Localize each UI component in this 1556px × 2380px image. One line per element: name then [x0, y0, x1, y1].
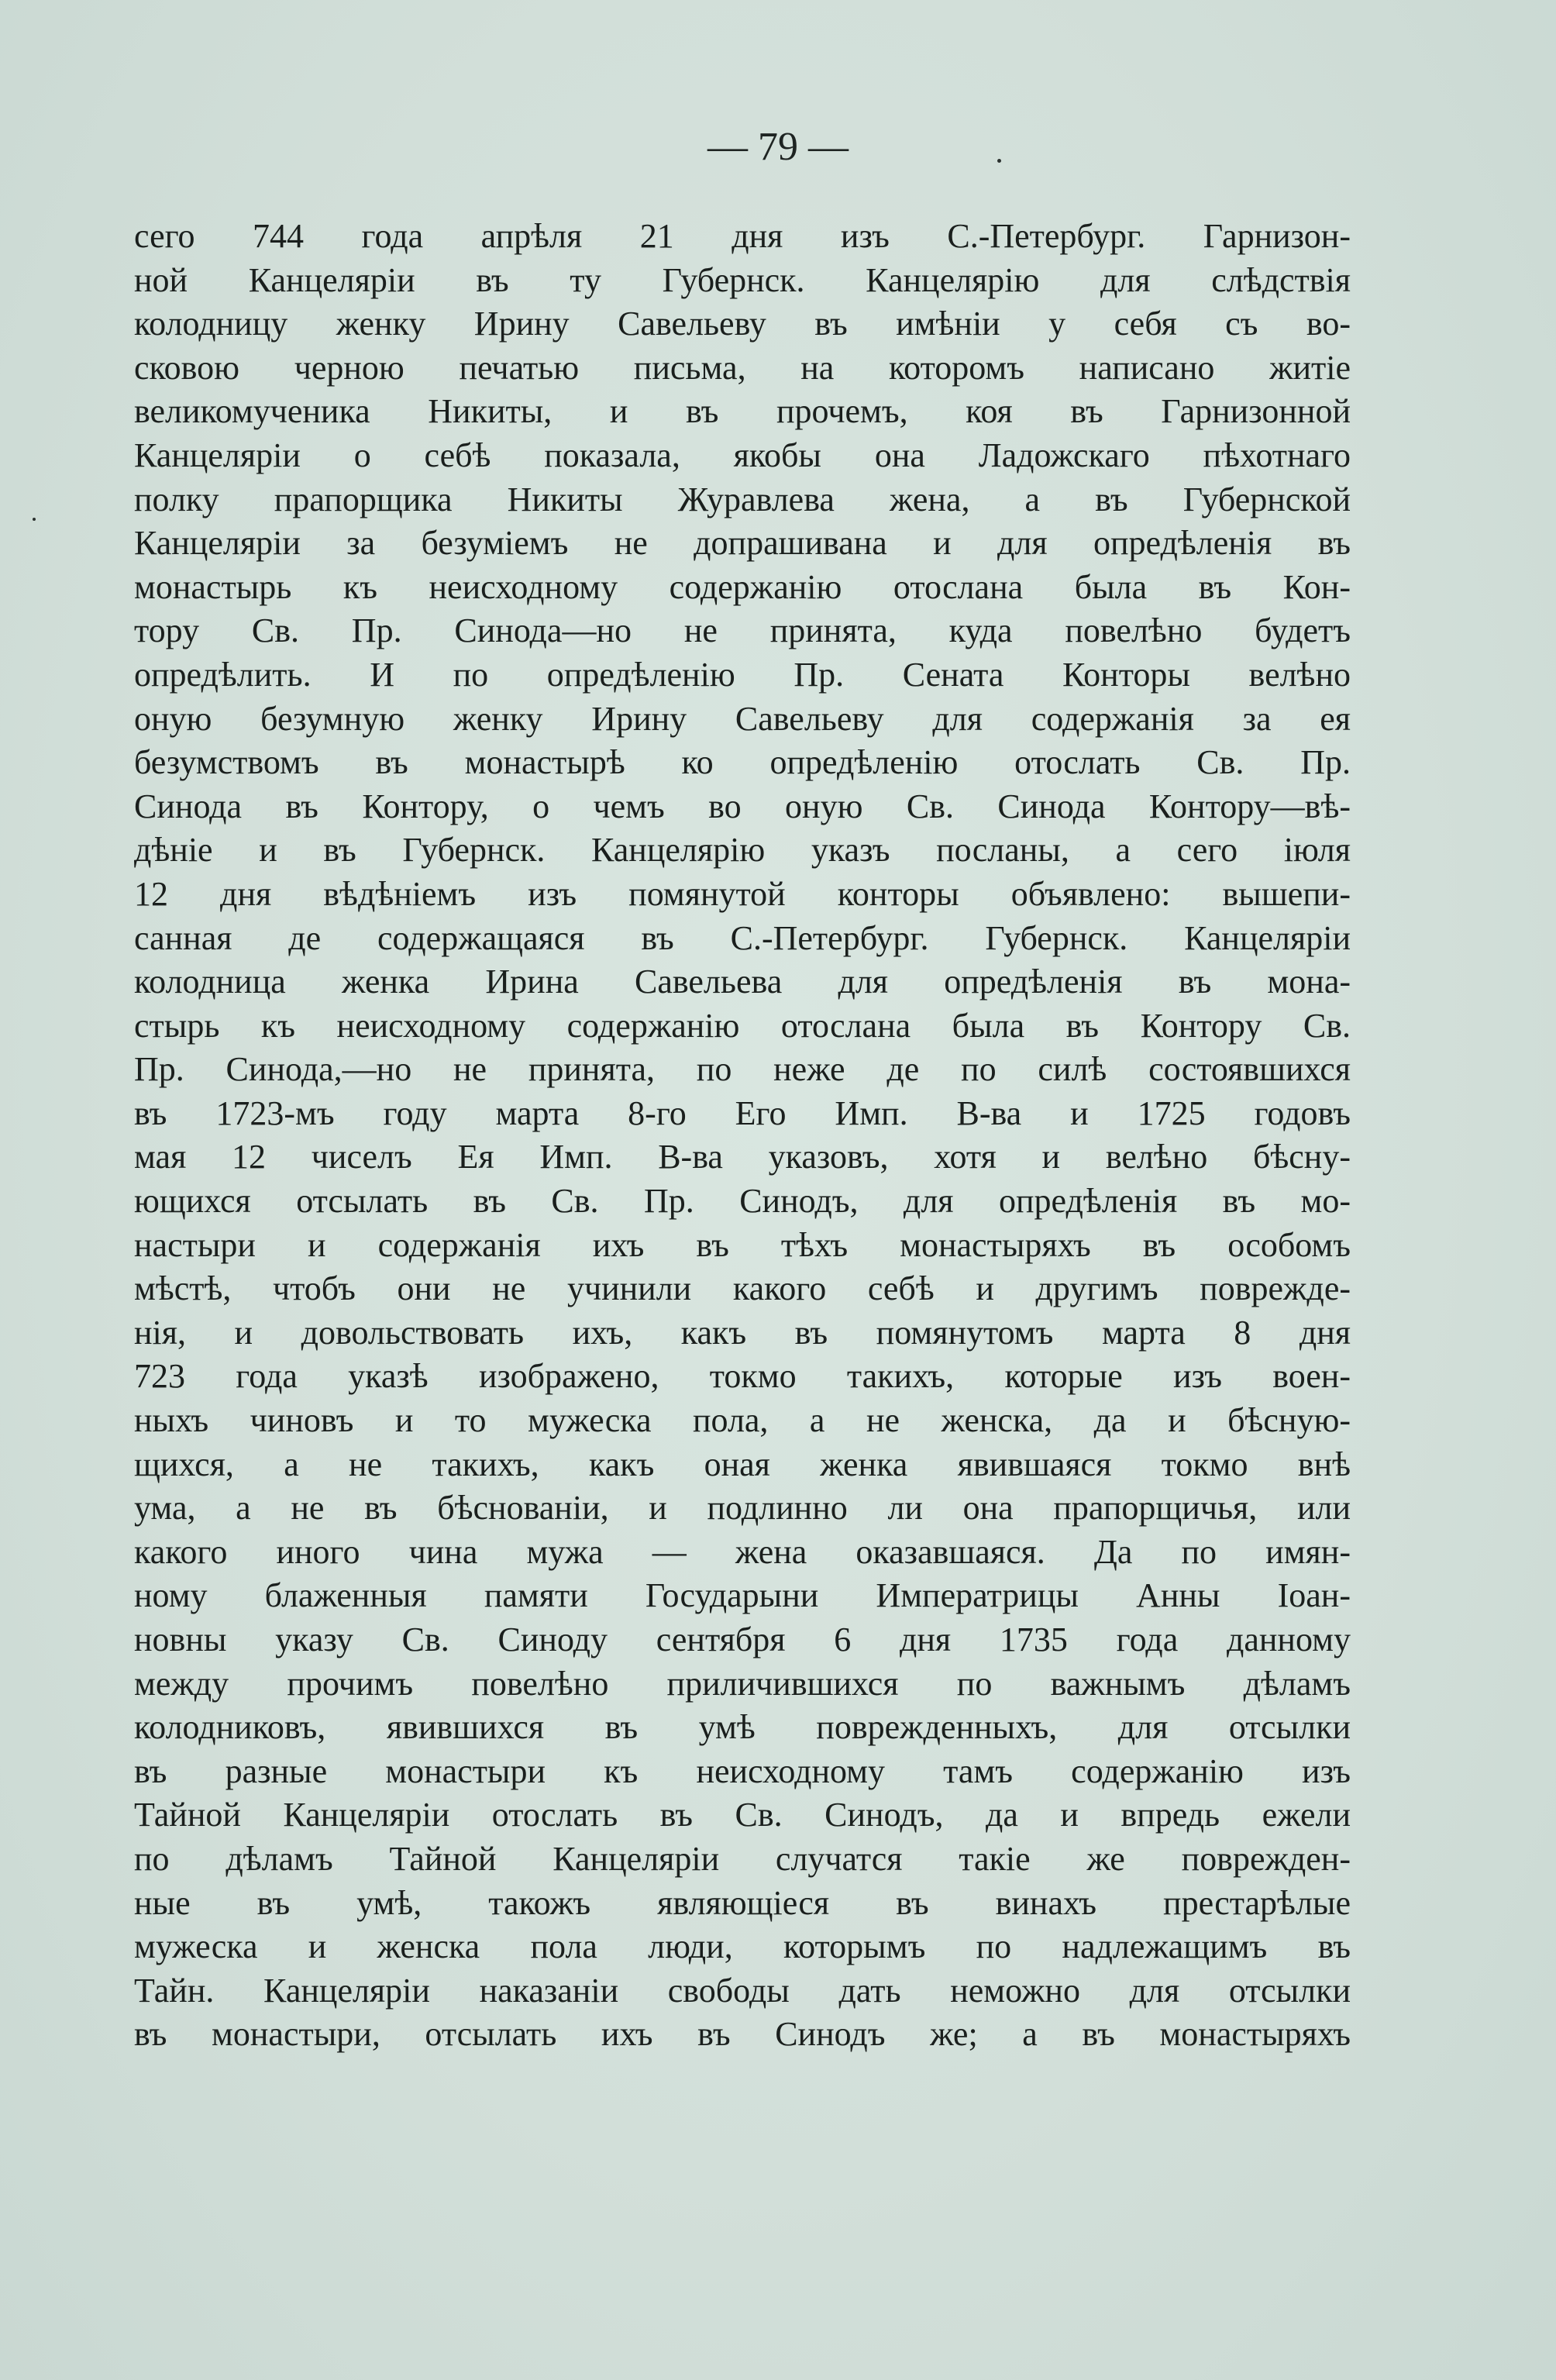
text-line: Синода въ Контору, о чемъ во оную Св. Синода Контору—вѣ-: [134, 787, 1351, 825]
text-line: мужеска и женска пола люди, которымъ по надлежащимъ въ: [134, 1927, 1351, 1966]
text-line: колодниковъ, явившихся въ умѣ поврежденныхъ, для отсылки: [134, 1708, 1351, 1747]
text-line: стырь къ неисходному содержанію отослана была въ Контору Св.: [134, 1006, 1351, 1045]
paper-speck: [997, 159, 1001, 163]
text-line: 12 дня вѣдѣніемъ изъ помянутой конторы объявлено: вышепи-: [134, 874, 1351, 913]
text-line: 723 года указѣ изображено, токмо такихъ, которые изъ воен-: [134, 1357, 1351, 1396]
text-line: Тайной Канцеляріи отослать въ Св. Синодъ, да и впредь ежели: [134, 1796, 1351, 1834]
paper-speck: [33, 518, 36, 521]
text-line: ному блаженныя памяти Государыни Императрицы Анны Іоан-: [134, 1576, 1351, 1615]
text-line: ныхъ чиновъ и то мужеска пола, а не женска, да и бѣсную-: [134, 1401, 1351, 1440]
text-line: мая 12 чиселъ Ея Имп. В-ва указовъ, хотя и велѣно бѣсну-: [134, 1138, 1351, 1176]
text-line: санная де содержащаяся въ С.-Петербург. Губернск. Канцеляріи: [134, 918, 1351, 957]
text-line: полку прапорщика Никиты Журавлева жена, а въ Губернской: [134, 480, 1351, 518]
text-line: ющихся отсылать въ Св. Пр. Синодъ, для опредѣленія въ мо-: [134, 1182, 1351, 1221]
text-line: щихся, а не такихъ, какъ оная женка явившаяся токмо внѣ: [134, 1445, 1351, 1483]
text-line: какого иного чина мужа — жена оказавшаяся. Да по имян-: [134, 1532, 1351, 1571]
text-line: сего 744 года апрѣля 21 дня изъ С.-Петербург. Гарнизон-: [134, 217, 1351, 255]
text-line: въ 1723-мъ году марта 8-го Его Имп. В-ва и 1725 годовъ: [134, 1094, 1351, 1132]
text-line: великомученика Никиты, и въ прочемъ, коя въ Гарнизонной: [134, 392, 1351, 431]
text-line: Канцеляріи за безуміемъ не допрашивана и для опредѣленія въ: [134, 524, 1351, 563]
text-line: Пр. Синода,—но не принята, по неже де по силѣ состоявшихся: [134, 1050, 1351, 1089]
text-line: сковою черною печатью письма, на которомъ написано житіе: [134, 348, 1351, 387]
body-text: [134, 215, 1351, 2057]
text-line: монастырь къ неисходному содержанію отослана была въ Кон-: [134, 567, 1351, 606]
text-line: нія, и довольствовать ихъ, какъ въ помянутомъ марта 8 дня: [134, 1313, 1351, 1352]
page-number: — 79 —: [707, 125, 849, 169]
text-line: оную безумную женку Ирину Савельеву для содержанія за ея: [134, 699, 1351, 738]
text-line: ума, а не въ бѣснованіи, и подлинно ли она прапорщичья, или: [134, 1489, 1351, 1528]
text-line: тору Св. Пр. Синода—но не принята, куда повелѣно будетъ: [134, 611, 1351, 650]
text-line: по дѣламъ Тайной Канцеляріи случатся такіе же поврежден-: [134, 1839, 1351, 1878]
text-line: Тайн. Канцеляріи наказаніи свободы дать неможно для отсылки: [134, 1971, 1351, 2010]
text-line: ные въ умѣ, такожъ являющіеся въ винахъ престарѣлые: [134, 1883, 1351, 1922]
text-line: опредѣлить. И по опредѣленію Пр. Сената Конторы велѣно: [134, 655, 1351, 694]
text-line: въ монастыри, отсылать ихъ въ Синодъ же; а въ монастыряхъ: [134, 2015, 1351, 2054]
text-line: дѣніе и въ Губернск. Канцелярію указъ посланы, а сего іюля: [134, 831, 1351, 870]
text-line: новны указу Св. Синоду сентября 6 дня 1735 года данному: [134, 1621, 1351, 1658]
text-line: колодница женка Ирина Савельева для опредѣленія въ мона-: [134, 963, 1351, 1001]
text-line: ной Канцеляріи въ ту Губернск. Канцелярію для слѣдствія: [134, 260, 1351, 299]
text-line: безумствомъ въ монастырѣ ко опредѣленію отослать Св. Пр.: [134, 743, 1351, 782]
text-line: настыри и содержанія ихъ въ тѣхъ монастыряхъ въ особомъ: [134, 1225, 1351, 1264]
text-line: Канцеляріи о себѣ показала, якобы она Ладожскаго пѣхотнаго: [134, 436, 1351, 474]
text-line: колодницу женку Ирину Савельеву въ имѣніи у себя съ во-: [134, 305, 1351, 343]
text-line: въ разные монастыри къ неисходному тамъ содержанію изъ: [134, 1751, 1351, 1790]
text-line: мѣстѣ, чтобъ они не учинили какого себѣ и другимъ поврежде-: [134, 1269, 1351, 1308]
text-line: между прочимъ повелѣно приличившихся по важнымъ дѣламъ: [134, 1664, 1351, 1703]
